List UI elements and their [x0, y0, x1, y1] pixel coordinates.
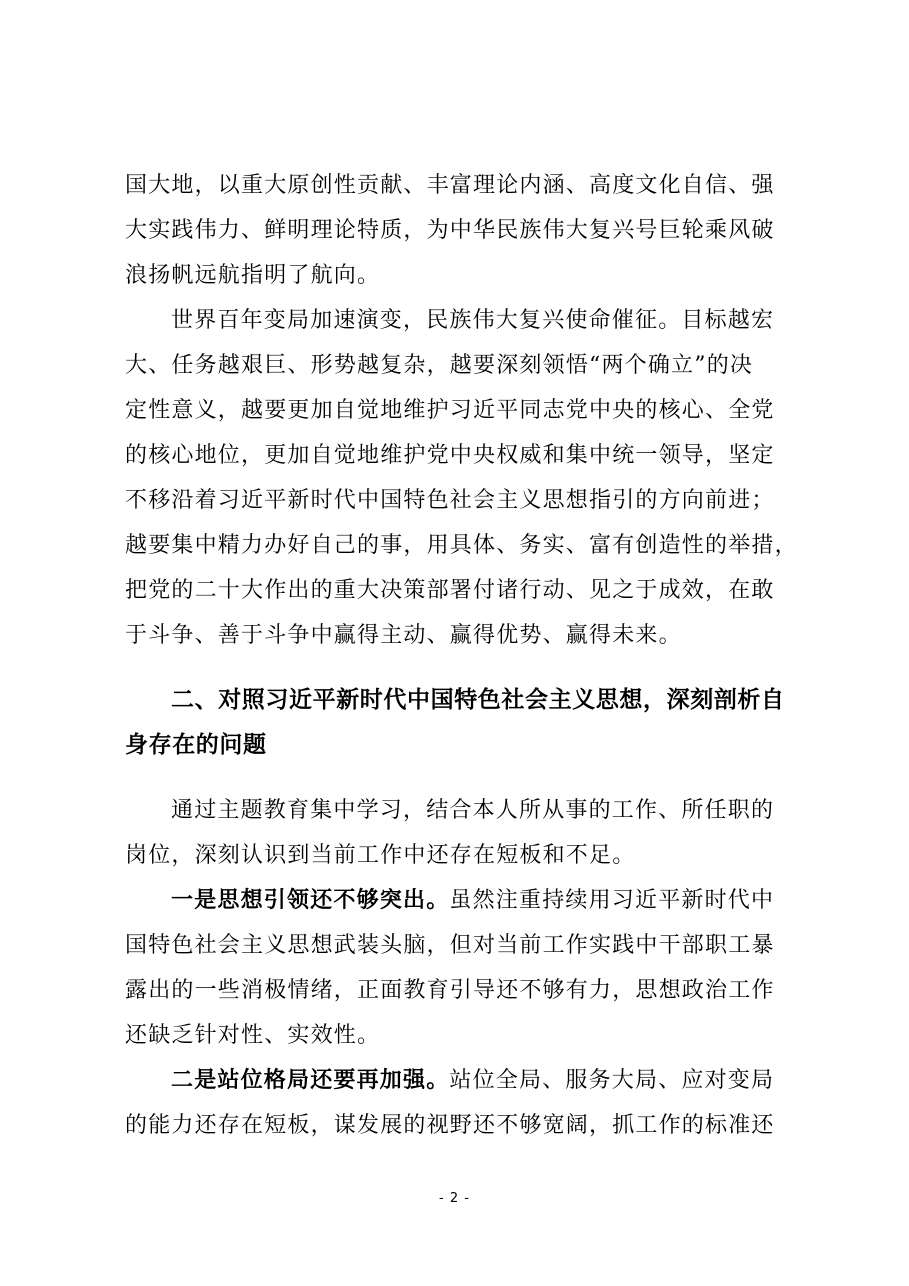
- section-heading: [125, 678, 797, 768]
- text-line: 把党的二十大作出的重大决策部署付诸行动、见之于成效，在敢: [125, 578, 775, 603]
- point-1-lead: 一是思想引领还不够突出。: [171, 888, 450, 913]
- text-line: 大、任务越艰巨、形势越复杂，越要深刻领悟“两个确立”的决: [125, 353, 754, 378]
- heading-line: 二、对照习近平新时代中国特色社会主义思想，深刻剖析自: [171, 687, 785, 713]
- text-line: [125, 878, 797, 923]
- page-number: - 2 -: [439, 1191, 470, 1206]
- paragraph-2: [125, 298, 797, 658]
- text-line: 浪扬帆远航指明了航向。: [125, 263, 381, 288]
- text-line: 的能力还存在短板，谋发展的视野还不够宽阔，抓工作的标准还: [125, 1113, 775, 1138]
- text-line: 国大地，以重大原创性贡献、丰富理论内涵、高度文化自信、强: [125, 173, 775, 198]
- text-line: 世界百年变局加速演变，民族伟大复兴使命催征。目标越宏: [171, 308, 775, 333]
- point-2-paragraph: [125, 1058, 797, 1148]
- paragraph-1: [125, 163, 797, 298]
- text-line: 的核心地位，更加自觉地维护党中央权威和集中统一领导，坚定: [125, 443, 775, 468]
- text-line: 还缺乏针对性、实效性。: [125, 1023, 381, 1048]
- text-line: 于斗争、善于斗争中赢得主动、赢得优势、赢得未来。: [125, 623, 682, 648]
- text-line: 定性意义，越要更加自觉地维护习近平同志党中央的核心、全党: [125, 398, 775, 423]
- spacer: [125, 768, 797, 788]
- text-line: 岗位，深刻认识到当前工作中还存在短板和不足。: [125, 843, 636, 868]
- spacer: [125, 658, 797, 678]
- text-line: 不移沿着习近平新时代中国特色社会主义思想指引的方向前进；: [125, 488, 775, 513]
- document-body: [125, 163, 797, 1148]
- point-1-text: 虽然注重持续用习近平新时代中: [449, 888, 775, 913]
- point-2-text: 站位全局、服务大局、应对变局: [449, 1068, 775, 1093]
- text-line: 国特色社会主义思想武装头脑，但对当前工作实践中干部职工暴: [125, 933, 775, 958]
- heading-line: 身存在的问题: [125, 732, 267, 758]
- text-line: 越要集中精力办好自己的事，用具体、务实、富有创造性的举措，: [125, 533, 798, 558]
- text-line: 大实践伟力、鲜明理论特质，为中华民族伟大复兴号巨轮乘风破: [125, 218, 775, 243]
- point-2-lead: 二是站位格局还要再加强。: [171, 1068, 450, 1093]
- text-line: [125, 1058, 797, 1103]
- paragraph-3: [125, 788, 797, 878]
- point-1-paragraph: [125, 878, 797, 1058]
- text-line: 露出的一些消极情绪，正面教育引导还不够有力，思想政治工作: [125, 978, 775, 1003]
- text-line: 通过主题教育集中学习，结合本人所从事的工作、所任职的: [171, 798, 775, 823]
